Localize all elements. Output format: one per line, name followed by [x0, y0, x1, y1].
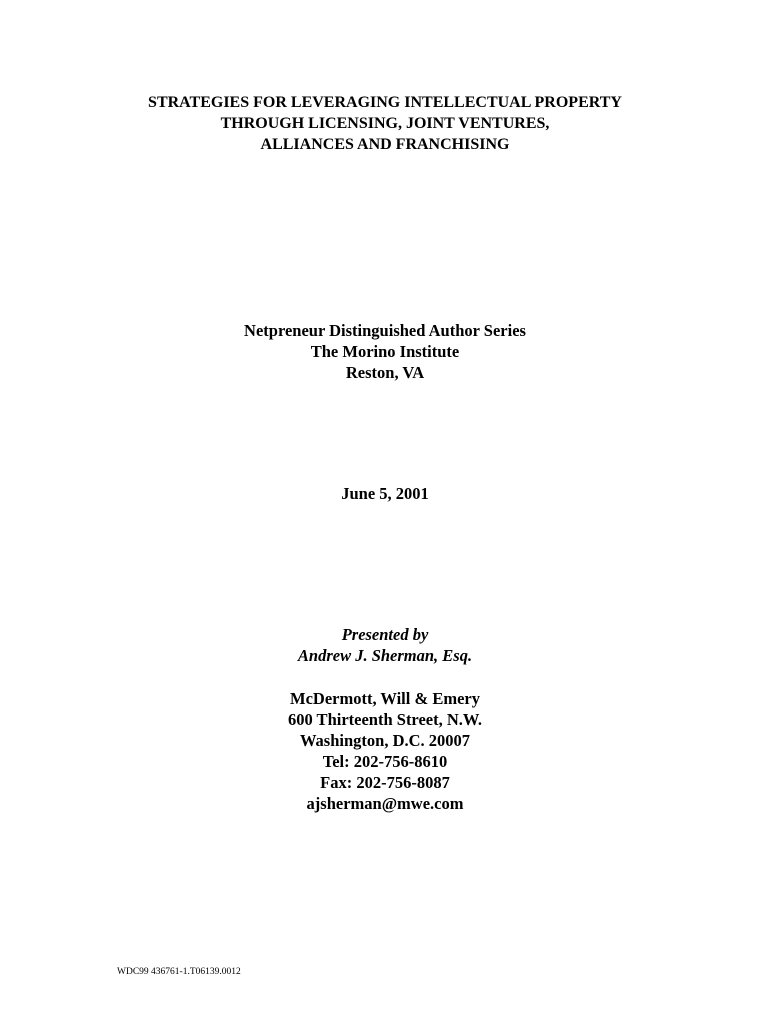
series-info	[0, 320, 770, 383]
presentation-date-block	[0, 483, 770, 504]
firm-city: Washington, D.C. 20007	[299, 731, 471, 750]
document-id-footer: WDC99 436761-1.T06139.0012	[117, 967, 241, 977]
title-line-3: ALLIANCES AND FRANCHISING	[260, 136, 510, 153]
firm-street: 600 Thirteenth Street, N.W.	[287, 710, 483, 729]
firm-contact-info	[0, 688, 770, 814]
institute-location: Reston, VA	[345, 363, 425, 382]
firm-tel: Tel: 202-756-8610	[322, 752, 448, 771]
presentation-date: June 5, 2001	[341, 484, 429, 503]
firm-email: ajsherman@mwe.com	[306, 794, 464, 813]
series-name: Netpreneur Distinguished Author Series	[244, 321, 526, 340]
firm-fax: Fax: 202-756-8087	[320, 773, 450, 792]
presenter-info	[0, 624, 770, 666]
title-line-2: THROUGH LICENSING, JOINT VENTURES,	[220, 115, 550, 132]
presenter-name: Andrew J. Sherman, Esq.	[297, 646, 473, 665]
firm-name: McDermott, Will & Emery	[290, 689, 480, 708]
institute-name: The Morino Institute	[310, 342, 460, 361]
document-title	[0, 92, 770, 155]
title-line-1: STRATEGIES FOR LEVERAGING INTELLECTUAL PROPERTY	[148, 94, 622, 111]
presented-by-label: Presented by	[341, 625, 429, 644]
